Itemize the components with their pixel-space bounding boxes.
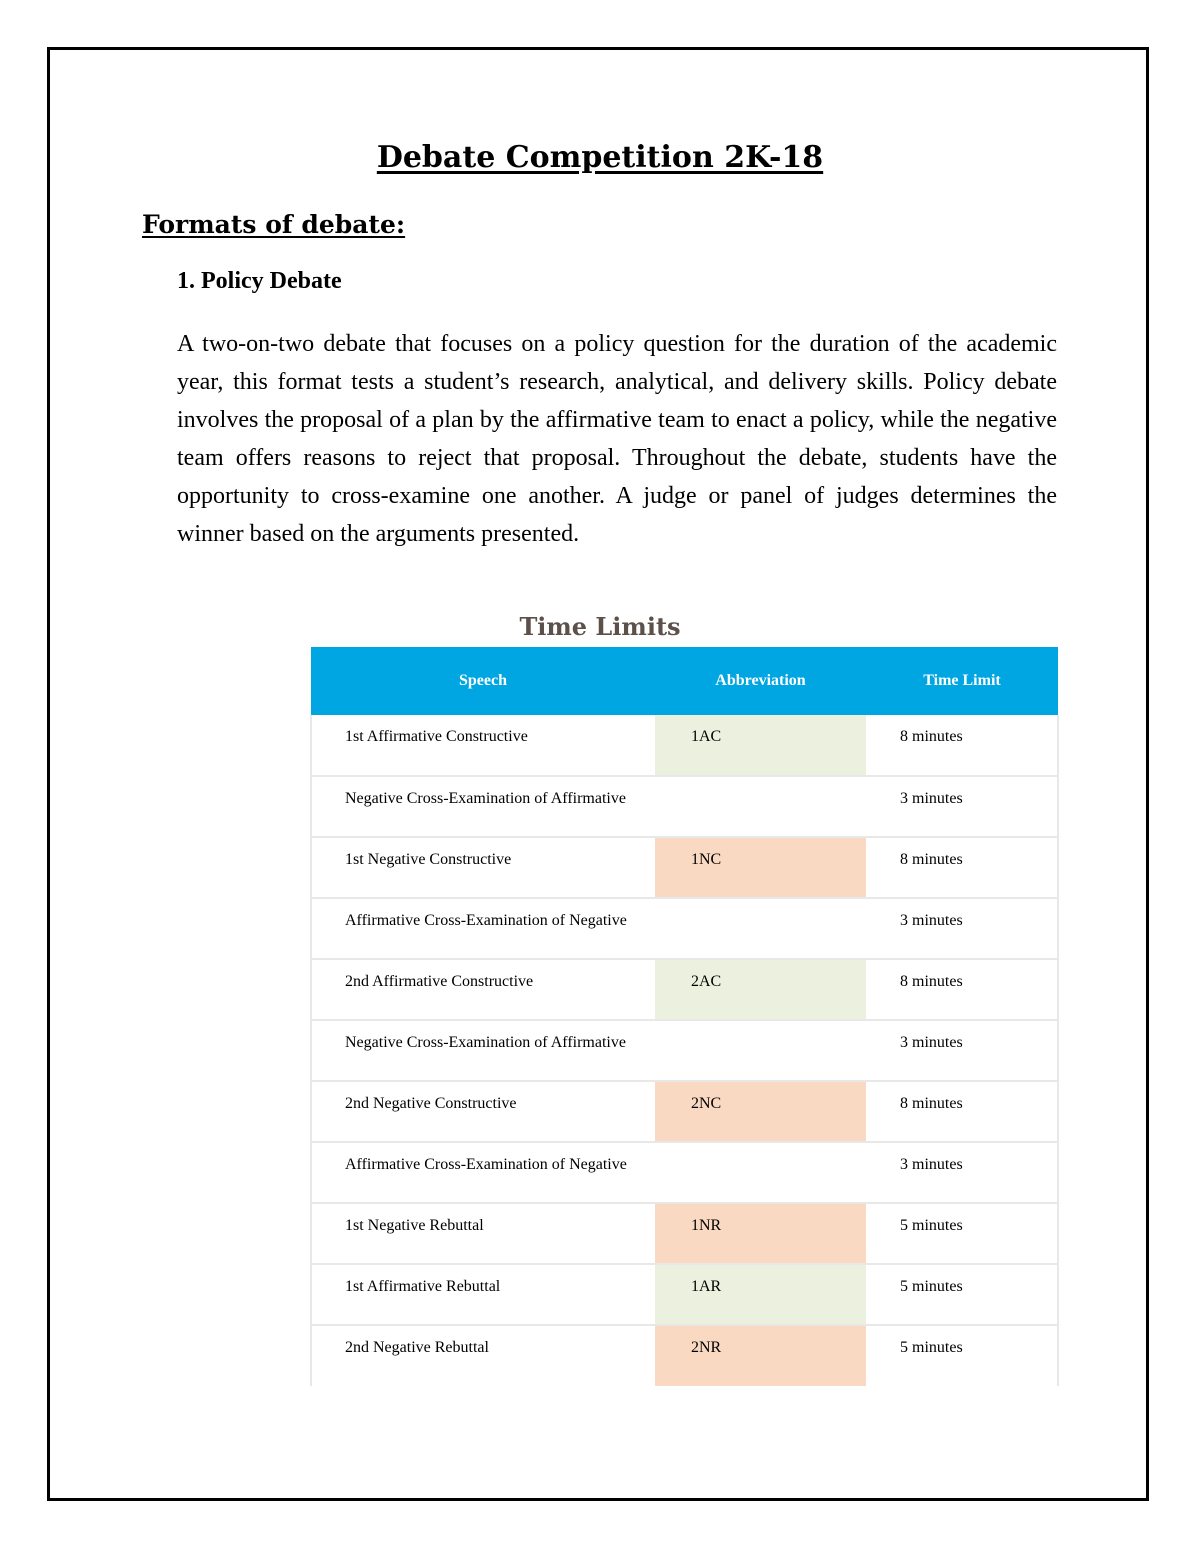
abbreviation-cell: 1NC: [655, 837, 866, 898]
speech-cell: 1st Negative Constructive: [311, 837, 655, 898]
time-limit-cell: 5 minutes: [866, 1264, 1058, 1325]
abbreviation-cell: 2NC: [655, 1081, 866, 1142]
page-title: Debate Competition 2K-18: [376, 140, 824, 175]
abbreviation-cell: 2NR: [655, 1325, 866, 1386]
time-limit-cell: 8 minutes: [866, 715, 1058, 776]
abbreviation-cell: 1AR: [655, 1264, 866, 1325]
time-limit-cell: 8 minutes: [866, 959, 1058, 1020]
time-limit-cell: 3 minutes: [866, 1020, 1058, 1081]
table-caption: Time Limits: [519, 612, 681, 641]
speech-cell: Negative Cross-Examination of Affirmative: [311, 1020, 655, 1081]
header-time-limit: Time Limit: [866, 647, 1058, 715]
time-limits-table: [310, 647, 1059, 1386]
table-body: [311, 715, 1058, 1386]
header-abbreviation: Abbreviation: [655, 647, 866, 715]
speech-cell: Affirmative Cross-Examination of Negative: [311, 1142, 655, 1203]
speech-cell: 1st Affirmative Constructive: [311, 715, 655, 776]
subsection-heading: [177, 268, 342, 295]
table-row: [311, 715, 1058, 776]
abbreviation-cell: [655, 1142, 866, 1203]
time-limit-cell: 5 minutes: [866, 1325, 1058, 1386]
abbreviation-cell: [655, 898, 866, 959]
speech-cell: 2nd Negative Rebuttal: [311, 1325, 655, 1386]
table-row: [311, 1020, 1058, 1081]
abbreviation-cell: 1AC: [655, 715, 866, 776]
subsection-number: 1.: [177, 268, 195, 294]
speech-cell: 2nd Negative Constructive: [311, 1081, 655, 1142]
time-limit-cell: 8 minutes: [866, 1081, 1058, 1142]
time-limit-cell: 3 minutes: [866, 898, 1058, 959]
subsection-title: Policy Debate: [201, 268, 342, 294]
table-row: [311, 1325, 1058, 1386]
time-limit-cell: 3 minutes: [866, 776, 1058, 837]
abbreviation-cell: 1NR: [655, 1203, 866, 1264]
table-row: [311, 1264, 1058, 1325]
table-row: [311, 1203, 1058, 1264]
policy-debate-description: A two-on-two debate that focuses on a policy question for the duration of the academic year, this format tests a student’s research, analytical, and delivery skills. Policy debate involves the proposal of a plan by the affirmative team to enact a policy, while the negative team offers reasons to reject that proposal. Throughout the debate, students have the opportunity to cross-examine one another. A judge or panel of judges determines the winner based on the arguments presented.: [177, 331, 1057, 547]
speech-cell: 2nd Affirmative Constructive: [311, 959, 655, 1020]
header-speech: Speech: [311, 647, 655, 715]
speech-cell: Affirmative Cross-Examination of Negative: [311, 898, 655, 959]
table-header: [311, 647, 1058, 715]
abbreviation-cell: 2AC: [655, 959, 866, 1020]
abbreviation-cell: [655, 776, 866, 837]
table-row: [311, 1142, 1058, 1203]
speech-cell: 1st Affirmative Rebuttal: [311, 1264, 655, 1325]
table-row: [311, 1081, 1058, 1142]
table-header-row: [311, 647, 1058, 715]
speech-cell: 1st Negative Rebuttal: [311, 1203, 655, 1264]
section-heading: Formats of debate:: [142, 210, 406, 239]
speech-cell: Negative Cross-Examination of Affirmative: [311, 776, 655, 837]
table-row: [311, 959, 1058, 1020]
abbreviation-cell: [655, 1020, 866, 1081]
time-limit-cell: 5 minutes: [866, 1203, 1058, 1264]
time-limit-cell: 3 minutes: [866, 1142, 1058, 1203]
table-row: [311, 898, 1058, 959]
table-row: [311, 837, 1058, 898]
table-row: [311, 776, 1058, 837]
time-limit-cell: 8 minutes: [866, 837, 1058, 898]
